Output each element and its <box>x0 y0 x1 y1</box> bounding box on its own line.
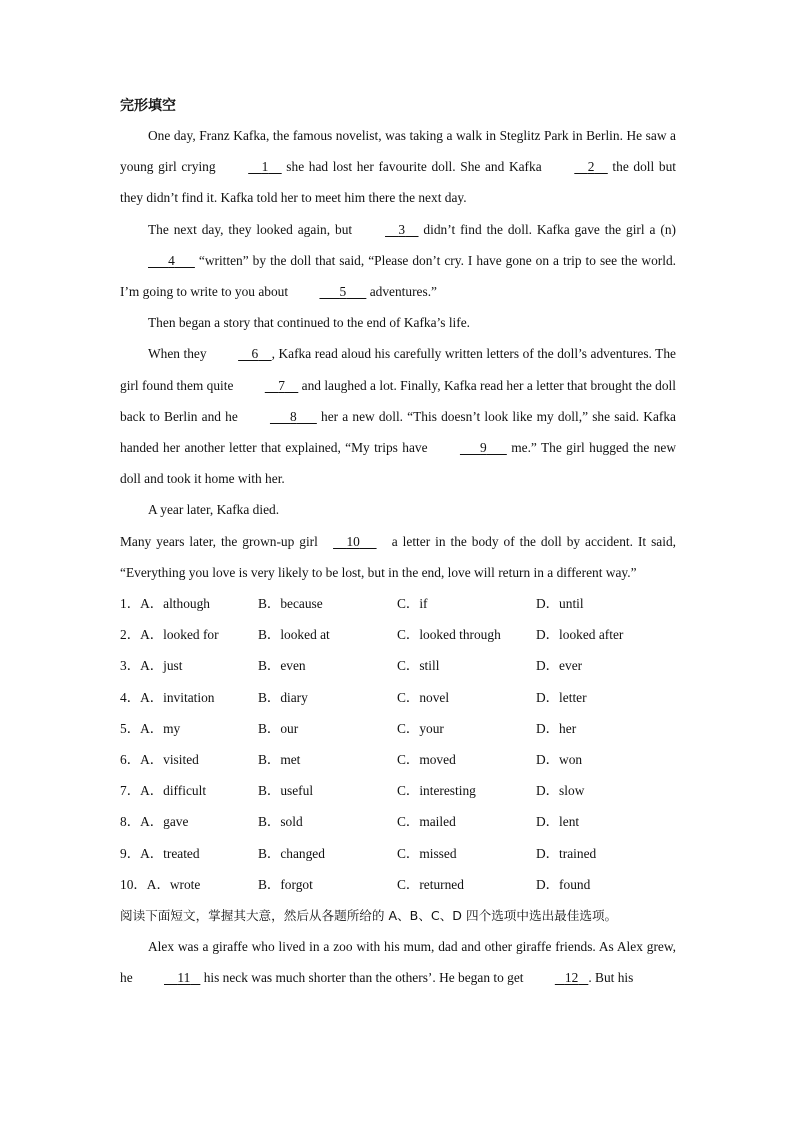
option-c: C．if <box>397 596 428 612</box>
option-b: B．forgot <box>258 876 313 892</box>
blank-7 <box>237 370 298 401</box>
blank-11 <box>136 962 200 993</box>
option-row-5 <box>120 713 676 744</box>
option-d: D．slow <box>536 783 585 799</box>
blank-number: 5 <box>339 284 347 300</box>
option-d: D．until <box>536 596 584 612</box>
options-list <box>120 588 676 900</box>
option-b: B．because <box>258 596 323 612</box>
blank-2 <box>546 151 607 182</box>
text-run: Many years later, the grown-up girl <box>120 533 323 549</box>
option-d: D．trained <box>536 845 597 861</box>
blank-number: 2 <box>587 159 595 175</box>
option-a: 4．A．invitation <box>120 689 215 705</box>
option-a: 10．A．wrote <box>120 876 201 892</box>
option-row-3 <box>120 650 676 681</box>
option-d: D．found <box>536 876 591 892</box>
passage1-paragraph-6 <box>120 526 676 588</box>
option-row-4 <box>120 682 676 713</box>
text-run: The next day, they looked again, but <box>148 221 358 237</box>
option-c: C．still <box>397 658 440 674</box>
option-row-10 <box>120 869 676 900</box>
blank-number: 6 <box>251 346 259 362</box>
passage1-paragraph-1 <box>120 120 676 214</box>
option-a: 2．A．looked for <box>120 627 219 643</box>
text-run: his neck was much shorter than the others’. He began to get <box>200 970 527 986</box>
text-run: “written” by the doll that said, “Please don’t cry. I have gone on a trip to see the world. I’m going to write to you about <box>120 252 676 300</box>
option-c: C．missed <box>397 845 457 861</box>
blank-number: 10 <box>346 533 360 549</box>
option-b: B．our <box>258 720 299 736</box>
text-run: me.” The girl hugged the new doll and took it home with her. <box>120 440 676 487</box>
option-d: D．won <box>536 751 583 767</box>
passage1-paragraph-5: A year later, Kafka died. <box>148 502 280 518</box>
option-c: C．looked through <box>397 627 501 643</box>
blank-number: 11 <box>177 970 191 986</box>
text-run: adventures.” <box>366 284 437 300</box>
option-a: 7．A．difficult <box>120 783 207 799</box>
option-b: B．sold <box>258 814 303 830</box>
blank-8 <box>242 401 317 432</box>
option-b: B．useful <box>258 783 314 799</box>
option-a: 9．A．treated <box>120 845 200 861</box>
option-d: D．letter <box>536 689 587 705</box>
blank-number: 3 <box>398 221 406 237</box>
option-a: 1．A．although <box>120 596 211 612</box>
option-c: C．returned <box>397 876 464 892</box>
text-run: . But his <box>588 970 634 986</box>
option-b: B．looked at <box>258 627 330 643</box>
option-d: D．her <box>536 720 577 736</box>
blank-4 <box>120 245 195 276</box>
text-run: When they <box>148 346 211 362</box>
blank-number: 9 <box>480 440 487 456</box>
option-a: 5．A．my <box>120 720 181 736</box>
text-run: didn’t find the doll. Kafka gave the girl a (n) <box>418 221 676 237</box>
option-c: C．your <box>397 720 444 736</box>
option-b: B．even <box>258 658 306 674</box>
passage1-paragraph-3: Then began a story that continued to the end of Kafka’s life. <box>148 315 471 331</box>
text-run: One day, Franz Kafka, the famous novelist, was taking a walk in Steglitz Park in Berlin. He saw a young girl crying <box>120 128 676 175</box>
blank-3 <box>357 214 418 245</box>
blank-5 <box>291 276 366 307</box>
text-run: , Kafka read aloud his carefully written letters of the doll’s adventures. The girl found them quite <box>120 346 676 393</box>
blank-10 <box>323 526 387 557</box>
blank-number: 4 <box>168 252 175 268</box>
option-row-2 <box>120 619 676 650</box>
text-run: Alex was a giraffe who lived in a zoo with his mum, dad and other giraffe friends. As Alex grew, he <box>120 939 676 986</box>
text-run: a letter in the body of the doll by accident. It said, “Everything you love is very likely to be lost, but in the end, love will return in a different way.” <box>120 533 676 580</box>
option-row-9 <box>120 838 676 869</box>
text-run: her a new doll. “This doesn’t look like my doll,” she said. Kafka handed her another letter that explained, “My trips have <box>120 408 677 456</box>
blank-6 <box>210 338 271 369</box>
option-b: B．met <box>258 751 301 767</box>
option-c: C．moved <box>397 751 456 767</box>
option-d: D．lent <box>536 814 580 830</box>
option-row-1 <box>120 588 676 619</box>
option-row-6 <box>120 744 676 775</box>
passage1-paragraph-2 <box>120 214 676 308</box>
blank-number: 8 <box>290 408 297 424</box>
text-run: she had lost her favourite doll. She and Kafka <box>281 159 547 175</box>
document-content <box>120 95 676 994</box>
text-run: and laughed a lot. Finally, Kafka read her a letter that brought the doll back to Berlin and he <box>120 377 676 424</box>
option-a: 8．A．gave <box>120 814 189 830</box>
blank-1 <box>220 151 281 182</box>
blank-number: 12 <box>564 970 579 986</box>
section-title: 完形填空 <box>120 98 176 114</box>
passage2-paragraph-1 <box>120 931 676 993</box>
option-c: C．mailed <box>397 814 456 830</box>
option-b: B．diary <box>258 689 308 705</box>
option-row-8 <box>120 806 676 837</box>
option-c: C．interesting <box>397 783 476 799</box>
option-c: C．novel <box>397 689 450 705</box>
blank-number: 7 <box>278 377 285 393</box>
option-d: D．looked after <box>536 627 624 643</box>
option-a: 6．A．visited <box>120 751 199 767</box>
text-run: the doll but they didn’t find it. Kafka told her to meet him there the next day. <box>120 159 676 206</box>
option-b: B．changed <box>258 845 325 861</box>
blank-9 <box>432 432 507 463</box>
reading-instruction: 阅读下面短文，掌握其大意，然后从各题所给的 A、B、C、D 四个选项中选出最佳选项。 <box>120 907 618 923</box>
blank-12 <box>527 962 588 993</box>
option-d: D．ever <box>536 658 583 674</box>
option-a: 3．A．just <box>120 658 183 674</box>
blank-number: 1 <box>261 159 269 175</box>
passage1-paragraph-4 <box>120 338 676 494</box>
option-row-7 <box>120 775 676 806</box>
